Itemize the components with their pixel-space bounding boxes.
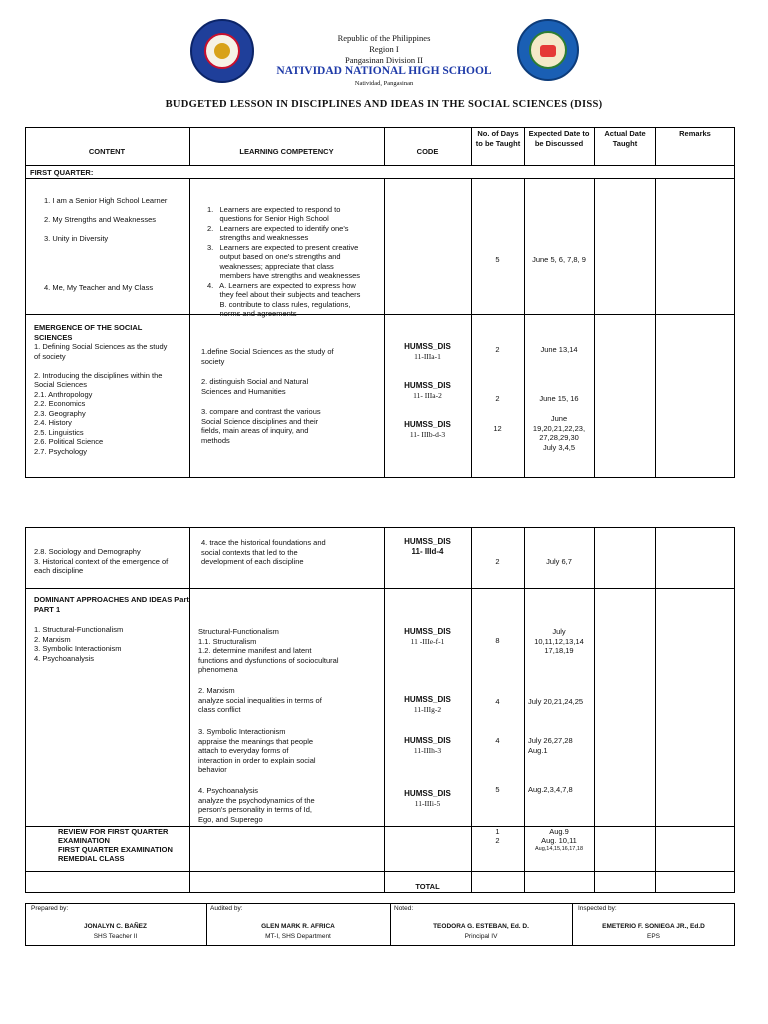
page-title: BUDGETED LESSON IN DISCIPLINES AND IDEAS IN THE SOCIAL SCIENCES (DISS) <box>165 99 603 110</box>
signatory-name: JONALYN C. BAÑEZ <box>84 923 147 930</box>
code-value: HUMSS_DIS 11-IIIi-5 <box>404 789 451 808</box>
signatory-name: TEODORA G. ESTEBAN, Ed. D. <box>433 923 529 930</box>
code-value: HUMSS_DIS 11- IIIb-d-3 <box>404 420 451 439</box>
header-republic: Republic of the Philippines <box>337 33 431 43</box>
days-value: 1 2 <box>495 827 500 845</box>
expected-date: July 20,21,24,25 <box>528 697 584 706</box>
days-value: 5 <box>495 785 500 794</box>
competency-text: 1. Learners are expected to respond to questions for Senior High School 2. Learners are expected to identify one's strengths and weaknesses 3. Learners are expected to present creative output based on one's strengths and weaknesses; appreciate that class members have strengths and weaknesses 4. A. Learners are expected to express how they feel about their subjects and teachers B. contribute to class rules, regulations, norms and agreements <box>207 204 361 318</box>
competency-text: 3. Symbolic Interactionism appraise the meanings that people attach to everyday forms of interaction in order to explain social behavior <box>198 727 316 774</box>
col-header-competency: LEARNING COMPETENCY <box>239 147 334 156</box>
exam-list: REVIEW FOR FIRST QUARTER EXAMINATION FIRST QUARTER EXAMINATION REMEDIAL CLASS <box>58 827 173 863</box>
code-value: HUMSS_DIS 11- IIId-4 <box>404 537 451 556</box>
signatory-role: SHS Teacher II <box>93 933 138 940</box>
days-value: 12 <box>493 424 502 433</box>
code-value: HUMSS_DIS 11-IIIg-2 <box>404 695 451 714</box>
days-value: 8 <box>495 636 500 645</box>
header-region: Region I <box>369 44 399 54</box>
days-value: 2 <box>495 345 500 354</box>
first-quarter-label: FIRST QUARTER: <box>30 168 94 177</box>
competency-text: 3. compare and contrast the various Social Science disciplines and their fields, main areas of inquiry, and methods <box>201 407 321 445</box>
code-value: HUMSS_DIS 11-IIIh-3 <box>404 736 451 755</box>
content-list: 1. Structural-Functionalism 2. Marxism 3. Symbolic Interactionism 4. Psychoanalysis <box>34 625 124 663</box>
days-value: 5 <box>495 255 500 264</box>
col-header-expected: Expected Date to be Discussed <box>528 129 590 148</box>
signatory-name: EMETERIO F. SONIEGA JR., Ed.D <box>602 923 705 930</box>
days-value: 2 <box>495 557 500 566</box>
signatory-name: GLEN MARK R. AFRICA <box>261 923 335 930</box>
expected-date: June 13,14 <box>540 345 578 354</box>
content-item: 1. I am a Senior High School Learner <box>44 196 168 205</box>
signatory-role: MT-I, SHS Department <box>265 933 331 940</box>
expected-date: June 19,20,21,22,23, 27,28,29,30 July 3,4,5 <box>532 414 586 452</box>
content-list: 2.8. Sociology and Demography 3. Historical context of the emergence of each discipline <box>34 547 169 575</box>
signature-label: Inspected by: <box>578 905 617 912</box>
competency-text: 4. trace the historical foundations and social contexts that led to the development of each discipline <box>201 538 326 566</box>
content-item: 4. Me, My Teacher and My Class <box>44 283 154 292</box>
signature-label: Audited by: <box>210 905 243 912</box>
section-heading: DOMINANT APPROACHES AND IDEAS Part PART 1 <box>34 595 189 614</box>
signatory-role: EPS <box>646 933 660 940</box>
content-list: 1. Defining Social Sciences as the study of society 2. Introducing the disciplines within the Social Sciences 2.1. Anthropology 2.2. Economics 2.3. Geography 2.4. History 2.5. Linguistics 2.6. Political Science 2.7. Psychology <box>34 342 168 456</box>
competency-text: 4. Psychoanalysis analyze the psychodynamics of the person's personality in terms of Id, Ego, and Superego <box>198 786 315 824</box>
code-value: HUMSS_DIS 11-IIIa-1 <box>404 342 451 361</box>
header-school: NATIVIDAD NATIONAL HIGH SCHOOL <box>276 65 492 77</box>
expected-date: June 15, 16 <box>539 394 579 403</box>
content-item: 2. My Strengths and Weaknesses <box>44 215 157 224</box>
col-header-code: CODE <box>416 147 439 156</box>
header-town: Natividad, Pangasinan <box>354 80 414 87</box>
expected-date: July 6,7 <box>546 557 572 566</box>
days-value: 2 <box>495 394 500 403</box>
section-heading: EMERGENCE OF THE SOCIAL SCIENCES <box>34 323 143 342</box>
total-label: TOTAL <box>415 882 440 891</box>
expected-date: Aug.9 Aug. 10,11 Aug,14,15,16,17,18 <box>534 827 583 852</box>
col-header-days: No. of Days to be Taught <box>475 129 521 148</box>
competency-text: 1.define Social Sciences as the study of society <box>201 347 334 366</box>
content-item: 3. Unity in Diversity <box>44 234 109 243</box>
expected-date: June 5, 6, 7,8, 9 <box>532 255 586 264</box>
col-header-remarks: Remarks <box>679 129 711 138</box>
expected-date: July 26,27,28 Aug.1 <box>528 736 573 755</box>
competency-text: Structural-Functionalism 1.1. Structuralism 1.2. determine manifest and latent functions and dysfunctions of sociocultural phenomena <box>198 627 339 674</box>
competency-text: 2. distinguish Social and Natural Sciences and Humanities <box>201 377 309 396</box>
signature-label: Noted: <box>394 905 414 912</box>
expected-date: Aug.2,3,4,7,8 <box>528 785 573 794</box>
days-value: 4 <box>495 736 500 745</box>
signatory-role: Principal IV <box>464 933 498 940</box>
col-header-content: CONTENT <box>88 147 126 156</box>
col-header-actual: Actual Date Taught <box>604 129 646 148</box>
competency-text: 2. Marxism analyze social inequalities in terms of class conflict <box>198 686 322 714</box>
signature-label: Prepared by: <box>31 905 69 912</box>
header-division: Pangasinan Division II <box>345 55 423 65</box>
expected-date: July 10,11,12,13,14 17,18,19 <box>534 627 584 655</box>
days-value: 4 <box>495 697 500 706</box>
code-value: HUMSS_DIS 11- IIIa-2 <box>404 381 451 400</box>
code-value: HUMSS_DIS 11 -IIIe-f-1 <box>404 627 451 646</box>
